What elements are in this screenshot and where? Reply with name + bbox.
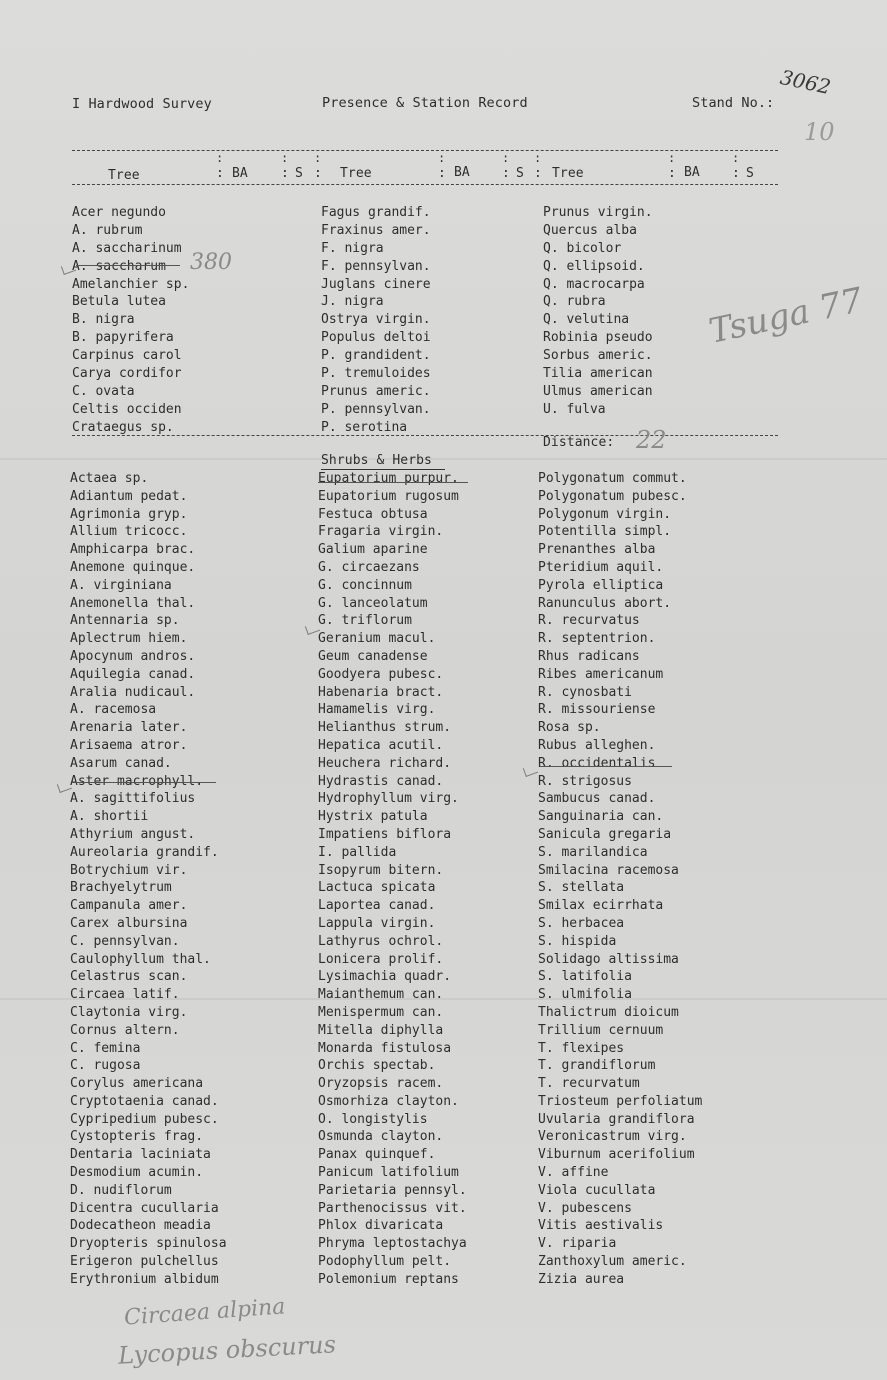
species-item: Veronicastrum virg. [538, 1129, 687, 1145]
species-item: Carya cordifor [72, 366, 182, 382]
species-item: R. cynosbati [538, 684, 632, 700]
species-item: Lysimachia quadr. [318, 969, 452, 985]
species-item: Triosteum perfoliatum [538, 1093, 703, 1109]
species-item: Hamamelis virg. [318, 702, 436, 718]
species-item: Cypripedium pubesc. [70, 1111, 219, 1127]
species-item: Hydrastis canad. [318, 773, 444, 789]
species-item: Aureolaria grandif. [70, 844, 219, 860]
species-item: C. pennsylvan. [70, 933, 180, 949]
species-item: Rhus radicans [538, 648, 640, 664]
species-item: S. hispida [538, 933, 617, 949]
species-item: V. pubescens [538, 1200, 632, 1216]
species-item: V. affine [538, 1165, 609, 1181]
species-item: Maianthemum can. [318, 987, 444, 1003]
species-item: R. occidentalis [538, 755, 656, 771]
species-item: Q. bicolor [543, 240, 622, 256]
species-item: Viburnum acerifolium [538, 1147, 695, 1163]
species-item: Antennaria sp. [70, 613, 180, 629]
species-item: Smilax ecirrhata [538, 898, 664, 914]
column-separator: : [216, 151, 224, 165]
species-item: Polygonatum pubesc. [538, 488, 687, 504]
species-item: Ostrya virgin. [321, 312, 431, 328]
species-item: Pteridium aquil. [538, 559, 664, 575]
tree-list-col1 [72, 204, 189, 437]
strike-acer-saccharum [76, 265, 180, 266]
species-item: Allium tricocc. [70, 524, 188, 540]
species-item: Thalictrum dioicum [538, 1004, 679, 1020]
species-item: Fagus grandif. [321, 205, 431, 220]
species-item: F. nigra [321, 240, 384, 256]
species-item: R. recurvatus [538, 613, 640, 629]
species-item: Sanicula gregaria [538, 826, 672, 842]
species-item: A. rubrum [72, 222, 143, 238]
species-item: Hepatica acutil. [318, 737, 444, 753]
species-item: Tilia american [543, 366, 653, 382]
species-item: Habenaria bract. [318, 684, 444, 700]
species-item: Aquilegia canad. [70, 666, 196, 682]
species-item: Carpinus carol [72, 348, 182, 364]
species-item: P. grandident. [321, 348, 431, 364]
species-item: Caulophyllum thal. [70, 951, 211, 967]
s-col1-heading: S [295, 166, 303, 181]
species-item: S. herbacea [538, 915, 625, 931]
species-item: Amelanchier sp. [72, 276, 190, 292]
species-item: Anemone quinque. [70, 559, 196, 575]
species-item: Viola cucullata [538, 1182, 656, 1198]
species-item: Q. macrocarpa [543, 276, 645, 292]
species-item: Zanthoxylum americ. [538, 1254, 687, 1270]
species-item: Aralia nudicaul. [70, 684, 196, 700]
species-item: Desmodium acumin. [70, 1165, 204, 1181]
species-item: Uvularia grandiflora [538, 1111, 695, 1127]
column-separator: : [502, 151, 510, 165]
species-item: Q. velutina [543, 312, 630, 328]
species-item: Lactuca spicata [318, 880, 436, 896]
species-item: Botrychium vir. [70, 862, 188, 878]
strike-aster-macrophyll [72, 782, 216, 783]
species-item: Dentaria laciniata [70, 1147, 211, 1163]
species-item: Campanula amer. [70, 898, 188, 914]
species-item: P. pennsylvan. [321, 401, 431, 417]
species-item: Ranunculus abort. [538, 595, 672, 611]
paper-fold [0, 458, 887, 460]
s-col3-heading: S [746, 166, 754, 181]
species-item: Erigeron pulchellus [70, 1254, 219, 1270]
species-item: Smilacina racemosa [538, 862, 679, 878]
species-item: G. triflorum [318, 613, 412, 629]
species-item: Amphicarpa brac. [70, 542, 196, 558]
species-item: Corylus americana [70, 1076, 204, 1092]
species-item: Brachyelytrum [70, 880, 172, 896]
species-item: Ribes americanum [538, 666, 664, 682]
species-item: Galium aparine [318, 542, 428, 558]
species-item: Helianthus strum. [318, 720, 452, 736]
column-separator: : [281, 151, 289, 165]
species-item: Potentilla simpl. [538, 524, 672, 540]
species-item: Trillium cernuum [538, 1022, 664, 1038]
header-rule-bottom [72, 184, 778, 185]
species-item: Carex albursina [70, 915, 188, 931]
species-item: Robinia pseudo [543, 330, 653, 346]
species-item: S. latifolia [538, 969, 632, 985]
species-item: Agrimonia gryp. [70, 506, 188, 522]
species-item: Populus deltoi [321, 330, 431, 346]
species-item: Lonicera prolif. [318, 951, 444, 967]
species-item: Laportea canad. [318, 898, 436, 914]
ba-col3-heading: BA [684, 165, 700, 180]
species-item: Adiantum pedat. [70, 488, 188, 504]
species-item: Rubus alleghen. [538, 737, 656, 753]
acer-saccharum-ba-handwritten: 380 [190, 250, 232, 275]
species-item: Orchis spectab. [318, 1058, 436, 1074]
species-item: Ulmus american [543, 383, 653, 399]
species-item: A. saccharum [72, 258, 166, 274]
species-item: Lappula virgin. [318, 915, 436, 931]
column-separator: : [732, 151, 740, 165]
species-item: Prenanthes alba [538, 542, 656, 558]
species-item: Anemonella thal. [70, 595, 196, 611]
species-item: Sambucus canad. [538, 791, 656, 807]
species-item: Menispermum can. [318, 1004, 444, 1020]
species-item: G. lanceolatum [318, 595, 428, 611]
shrub-list-col3 [538, 470, 702, 1289]
species-item: Panax quinquef. [318, 1147, 436, 1163]
species-item: Mitella diphylla [318, 1022, 444, 1038]
species-item: Cystopteris frag. [70, 1129, 204, 1145]
species-item: T. grandiflorum [538, 1058, 656, 1074]
species-item: Lathyrus ochrol. [318, 933, 444, 949]
species-item: Isopyrum bitern. [318, 862, 444, 878]
species-item: T. recurvatum [538, 1076, 640, 1092]
tree-col2-heading: Tree [340, 166, 372, 181]
column-separator: : [314, 151, 322, 165]
species-item: Celastrus scan. [70, 969, 188, 985]
species-item: Cryptotaenia canad. [70, 1093, 219, 1109]
column-separator: : [534, 151, 542, 165]
shrub-list-col2 [318, 470, 467, 1289]
species-item: B. papyrifera [72, 330, 174, 346]
shrubs-heading: Shrubs & Herbs [321, 453, 432, 468]
species-item: Podophyllum pelt. [318, 1254, 452, 1270]
species-item: Fraxinus amer. [321, 222, 431, 238]
species-item: Actaea sp. [70, 471, 149, 486]
species-item: Polygonatum commut. [538, 471, 687, 486]
tree-col1-heading: Tree [108, 168, 140, 183]
strike-eupatorium-purpur [318, 482, 468, 483]
species-item: Q. rubra [543, 294, 606, 310]
tree-list-col2 [321, 204, 431, 437]
ba-col1-heading: BA [232, 166, 248, 181]
species-item: P. tremuloides [321, 366, 431, 382]
tree-col3-heading: Tree [552, 166, 584, 181]
species-item: Polemonium reptans [318, 1271, 459, 1287]
species-item: Geranium macul. [318, 631, 436, 647]
tsuga-note-handwritten: Tsuga 77 [705, 280, 867, 352]
species-item: Q. ellipsoid. [543, 258, 645, 274]
species-item: A. sagittifolius [70, 791, 196, 807]
species-item: Vitis aestivalis [538, 1218, 664, 1234]
column-separator: : [668, 151, 676, 165]
species-item: Zizia aurea [538, 1271, 625, 1287]
species-item: Aplectrum hiem. [70, 631, 188, 647]
tree-section-rule [72, 435, 778, 436]
bottom-note-1: Circaea alpina [123, 1294, 287, 1331]
species-item: Heuchera richard. [318, 755, 452, 771]
species-item: Claytonia virg. [70, 1004, 188, 1020]
species-item: Celtis occiden [72, 401, 182, 417]
species-item: Betula lutea [72, 294, 166, 310]
survey-name: I Hardwood Survey [72, 96, 212, 112]
bottom-note-2: Lycopus obscurus [117, 1330, 337, 1370]
species-item: C. rugosa [70, 1058, 141, 1074]
species-item: Apocynum andros. [70, 648, 196, 664]
species-item: Prunus americ. [321, 383, 431, 399]
check-mark [523, 764, 538, 777]
record-sheet: I Hardwood Survey Presence & Station Record Stand No.: 3062 10 : : : : : : : : Tree : BA : S : Tree : BA : S : Tree : BA : S Acer negundo A. rubrum A. saccharinum A. saccharum Amelanchier sp. Betula lutea B. nigra B. papyrifera Carpinus carol Carya cordifor C. ovata Celtis occiden Crataegus sp. Fagus grandif. Fraxinus amer. F. nigra F. pennsylvan. Juglans cinere J. nigra Ostrya virgin. Populus deltoi P. grandident. P. tremuloides Prunus americ. P. pennsylvan. P. serotina Prunus virgin. Quercus alba Q. bicolor Q. ellipsoid. Q. macrocarpa Q. rubra Q. velutina Robinia pseudo Sorbus americ. Tilia american Ulmus american U. fulva 380 Tsuga 77 Distance: 22 Shrubs & Herbs Actaea sp. Adiantum pedat. Agrimonia gryp. Allium tricocc. Amphicarpa brac. Anemone quinque. A. virginiana Anemonella thal. Antennaria sp. Aplectrum hiem. Apocynum andros. Aquilegia canad. Aralia nudicaul. A. racemosa Arenaria later. Arisaema atror. Asarum canad. Aster macrophyll. A. sagittifolius A. shortii Athyrium angust. Aureolaria grandif. Botrychium vir. Brachyelytrum Campanula amer. Carex albursina C. pennsylvan. Caulophyllum thal. Celastrus scan. Circaea latif. Claytonia virg. Cornus altern. C. femina C. rugosa Corylus americana Cryptotaenia canad. Cypripedium pubesc. Cystopteris frag. Dentaria laciniata Desmodium acumin. D. nudiflorum Dicentra cucullaria Dodecatheon meadia Dryopteris spinulosa Erigeron pulchellus Erythronium albidum Eupatorium purpur. Eupatorium rugosum Festuca obtusa Fragaria virgin. Galium aparine G. circaezans G. concinnum G. lanceolatum G. triflorum Geranium macul. Geum canadense Goodyera pubesc. Habenaria bract. Hamamelis virg. Helianthus strum. Hepatica acutil. Heuchera richard. Hydrastis canad. Hydrophyllum virg. Hystrix patula Impatiens biflora I. pallida Isopyrum bitern. Lactuca spicata Laportea canad. Lappula virgin. Lathyrus ochrol. Lonicera prolif. Lysimachia quadr. Maianthemum can. Menispermum can. Mitella diphylla Monarda fistulosa Orchis spectab. Oryzopsis racem. Osmorhiza clayton. O. longistylis Osmunda clayton. Panax quinquef. Panicum latifolium Parietaria pennsyl. Parthenocissus vit. Phlox divaricata Phryma leptostachya Podophyllum pelt. Polemonium reptans Polygonatum commut. Polygonatum pubesc. Polygonum virgin. Potentilla simpl. Prenanthes alba Pteridium aquil. Pyrola elliptica Ranunculus abort. R. recurvatus R. septentrion. Rhus radicans Ribes americanum R. cynosbati R. missouriense Rosa sp. Rubus alleghen. R. occidentalis R. strigosus Sambucus canad. Sanguinaria can. Sanicula gregaria S. marilandica Smilacina racemosa S. stellata Smilax ecirrhata S. herbacea S. hispida Solidago altissima S. latifolia S. ulmifolia Thalictrum dioicum Trillium cernuum T. flexipes T. grandiflorum T. recurvatum Triosteum perfoliatum Uvularia grandiflora Veronicastrum virg. Viburnum acerifolium V. affine Viola cucullata V. pubescens Vitis aestivalis V. riparia Zanthoxylum americ. Zizia aurea Circaea alpina Lycopus obscurus [0, 0, 887, 1380]
species-item: J. nigra [321, 294, 384, 310]
species-item: C. ovata [72, 383, 135, 399]
species-item: G. concinnum [318, 577, 412, 593]
species-item: Dodecatheon meadia [70, 1218, 211, 1234]
species-item: Asarum canad. [70, 755, 172, 771]
species-item: Parthenocissus vit. [318, 1200, 467, 1216]
stand-number-label: Stand No.: [692, 95, 775, 111]
species-item: U. fulva [543, 401, 606, 417]
species-item: A. shortii [70, 809, 149, 825]
species-item: Phryma leptostachya [318, 1236, 467, 1252]
species-item: B. nigra [72, 312, 135, 328]
species-item: Sorbus americ. [543, 348, 653, 364]
species-item: G. circaezans [318, 559, 420, 575]
species-item: Hydrophyllum virg. [318, 791, 459, 807]
species-item: I. pallida [318, 844, 397, 860]
ba-col2-heading: BA [454, 165, 470, 180]
species-item: Acer negundo [72, 205, 166, 220]
species-item: Arenaria later. [70, 720, 188, 736]
species-item: Panicum latifolium [318, 1165, 459, 1181]
column-separator: : [438, 151, 446, 165]
species-item: S. ulmifolia [538, 987, 632, 1003]
species-item: Dicentra cucullaria [70, 1200, 219, 1216]
species-item: Cornus altern. [70, 1022, 180, 1038]
shrub-list-col1 [70, 470, 227, 1289]
species-item: Crataegus sp. [72, 419, 174, 435]
distance-label: Distance: [543, 435, 615, 450]
species-item: R. strigosus [538, 773, 632, 789]
species-item: S. stellata [538, 880, 625, 896]
species-item: Dryopteris spinulosa [70, 1236, 227, 1252]
species-item: S. marilandica [538, 844, 648, 860]
species-item: Festuca obtusa [318, 506, 428, 522]
species-item: Arisaema atror. [70, 737, 188, 753]
form-title: Presence & Station Record [322, 95, 528, 111]
species-item: O. longistylis [318, 1111, 428, 1127]
species-item: Prunus virgin. [543, 205, 653, 220]
species-item: Pyrola elliptica [538, 577, 664, 593]
species-item: D. nudiflorum [70, 1182, 172, 1198]
species-item: Erythronium albidum [70, 1271, 219, 1287]
species-item: F. pennsylvan. [321, 258, 431, 274]
species-item: C. femina [70, 1040, 141, 1056]
species-item: V. riparia [538, 1236, 617, 1252]
species-item: Aster macrophyll. [70, 773, 204, 789]
species-item: P. serotina [321, 419, 408, 435]
distance-handwritten: 22 [636, 426, 667, 454]
species-item: A. saccharinum [72, 240, 182, 256]
species-item: Eupatorium rugosum [318, 488, 459, 504]
species-item: Monarda fistulosa [318, 1040, 452, 1056]
species-item: Solidago altissima [538, 951, 679, 967]
species-item: Polygonum virgin. [538, 506, 672, 522]
species-item: Sanguinaria can. [538, 809, 664, 825]
species-item: A. racemosa [70, 702, 157, 718]
species-item: Rosa sp. [538, 720, 601, 736]
species-item: Fragaria virgin. [318, 524, 444, 540]
stand-sub-handwritten: 10 [804, 118, 835, 146]
species-item: Phlox divaricata [318, 1218, 444, 1234]
species-item: Geum canadense [318, 648, 428, 664]
species-item: R. missouriense [538, 702, 656, 718]
strike-r-occidentalis [540, 766, 672, 767]
species-item: Athyrium angust. [70, 826, 196, 842]
species-item: Goodyera pubesc. [318, 666, 444, 682]
species-item: Quercus alba [543, 222, 637, 238]
tree-list-col3 [543, 204, 653, 419]
species-item: A. virginiana [70, 577, 172, 593]
species-item: Juglans cinere [321, 276, 431, 292]
species-item: Osmunda clayton. [318, 1129, 444, 1145]
species-item: Eupatorium purpur. [318, 471, 459, 486]
species-item: Circaea latif. [70, 987, 180, 1003]
species-item: R. septentrion. [538, 631, 656, 647]
species-item: Oryzopsis racem. [318, 1076, 444, 1092]
stand-number-handwritten: 3062 [778, 64, 833, 100]
species-item: Parietaria pennsyl. [318, 1182, 467, 1198]
species-item: Impatiens biflora [318, 826, 452, 842]
s-col2-heading: S [516, 166, 524, 181]
species-item: Hystrix patula [318, 809, 428, 825]
species-item: T. flexipes [538, 1040, 625, 1056]
species-item: Osmorhiza clayton. [318, 1093, 459, 1109]
